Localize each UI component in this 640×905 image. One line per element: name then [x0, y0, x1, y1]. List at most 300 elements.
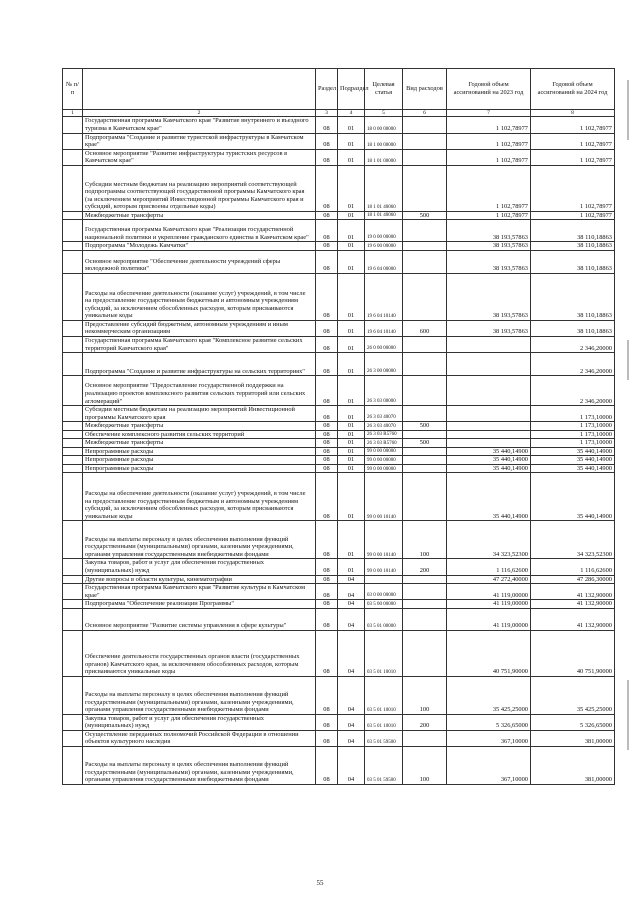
- row-name-cell: Подпрограмма "Создание и развитие туристской инфраструктуры в Камчатском крае": [83, 133, 316, 149]
- row-amount-2024-cell: 41 132,90000: [531, 584, 615, 600]
- row-expense-type-cell: [403, 220, 447, 242]
- row-name-cell: Подпрограмма "Обеспечение реализации Программы": [83, 600, 316, 609]
- table-row: [63, 165, 615, 211]
- table-row: [63, 521, 615, 559]
- row-subsection-cell: 01: [338, 165, 365, 211]
- row-section-cell: 08: [316, 575, 338, 584]
- table-row: [63, 559, 615, 575]
- table-row: [63, 600, 615, 609]
- header-section: Раздел: [316, 69, 338, 110]
- row-amount-2024-cell: 41 132,90000: [531, 608, 615, 630]
- row-target-code-cell: 19 6 04 10140: [365, 273, 403, 320]
- row-num-cell: [63, 220, 83, 242]
- row-target-code-cell: 03 5 01 00000: [365, 608, 403, 630]
- row-amount-2024-cell: 41 132,90000: [531, 600, 615, 609]
- row-name-cell: Государственная программа Камчатского края "Развитие культуры в Камчатском крае": [83, 584, 316, 600]
- row-subsection-cell: 01: [338, 473, 365, 521]
- table-body: [63, 117, 615, 784]
- row-num-cell: [63, 676, 83, 714]
- row-target-code-cell: 19 6 04 00000: [365, 250, 403, 273]
- row-subsection-cell: 01: [338, 406, 365, 422]
- row-expense-type-cell: [403, 630, 447, 676]
- row-amount-2023-cell: 1 102,78977: [447, 149, 531, 165]
- row-name-cell: Непрограммные расходы: [83, 464, 316, 473]
- row-target-code-cell: 99 0 00 10140: [365, 521, 403, 559]
- row-target-code-cell: 19 6 04 10140: [365, 320, 403, 336]
- row-expense-type-cell: 100: [403, 521, 447, 559]
- table-row: [63, 464, 615, 473]
- row-num-cell: [63, 521, 83, 559]
- row-name-cell: Расходы на выплаты персоналу в целях обеспечения выполнения функций государственными (муниципальными) органами, казенными учреждениями, органами управления государственными внебюджетными фондами: [83, 746, 316, 784]
- row-name-cell: Обеспечение комплексного развития сельских территорий: [83, 430, 316, 439]
- row-expense-type-cell: [403, 376, 447, 406]
- row-amount-2023-cell: 38 193,57863: [447, 320, 531, 336]
- table-row: [63, 608, 615, 630]
- row-num-cell: [63, 320, 83, 336]
- row-num-cell: [63, 746, 83, 784]
- row-num-cell: [63, 165, 83, 211]
- row-num-cell: [63, 630, 83, 676]
- row-amount-2024-cell: 1 102,78977: [531, 133, 615, 149]
- row-expense-type-cell: 200: [403, 714, 447, 730]
- row-subsection-cell: 01: [338, 559, 365, 575]
- row-amount-2024-cell: 2 346,20000: [531, 336, 615, 352]
- row-num-cell: [63, 133, 83, 149]
- row-num-cell: [63, 575, 83, 584]
- row-subsection-cell: 04: [338, 746, 365, 784]
- row-section-cell: 08: [316, 746, 338, 784]
- row-amount-2023-cell: 41 119,00000: [447, 600, 531, 609]
- row-subsection-cell: 01: [338, 242, 365, 251]
- row-target-code-cell: 99 0 00 10140: [365, 473, 403, 521]
- row-num-cell: [63, 473, 83, 521]
- row-subsection-cell: 01: [338, 521, 365, 559]
- row-subsection-cell: 01: [338, 353, 365, 376]
- row-subsection-cell: 01: [338, 133, 365, 149]
- row-target-code-cell: 18 1 01 40060: [365, 165, 403, 211]
- col-number: 7: [447, 110, 531, 117]
- row-amount-2024-cell: 5 326,65000: [531, 714, 615, 730]
- row-section-cell: 08: [316, 406, 338, 422]
- row-expense-type-cell: [403, 273, 447, 320]
- row-name-cell: Расходы на выплаты персоналу в целях обеспечения выполнения функций государственными (муниципальными) органами, казенными учреждениями, органами управления государственными внебюджетными фондами: [83, 676, 316, 714]
- row-num-cell: [63, 430, 83, 439]
- row-num-cell: [63, 464, 83, 473]
- row-amount-2023-cell: 1 116,62600: [447, 559, 531, 575]
- row-amount-2024-cell: 1 102,78977: [531, 149, 615, 165]
- page-number: 55: [316, 879, 324, 887]
- column-number-row: [63, 110, 615, 117]
- row-amount-2024-cell: 38 110,18863: [531, 220, 615, 242]
- row-amount-2023-cell: 47 272,40000: [447, 575, 531, 584]
- row-name-cell: Расходы на обеспечение деятельности (оказание услуг) учреждений, в том числе на предоставление государственным бюджетным и автономным учреждениям субсидий, за исключением обособленных расходов, которым присваиваются уникальные коды: [83, 473, 316, 521]
- row-amount-2023-cell: [447, 439, 531, 448]
- row-subsection-cell: 01: [338, 149, 365, 165]
- row-name-cell: Другие вопросы в области культуры, кинематографии: [83, 575, 316, 584]
- row-section-cell: 08: [316, 600, 338, 609]
- row-amount-2023-cell: 1 102,78977: [447, 133, 531, 149]
- row-num-cell: [63, 730, 83, 746]
- row-section-cell: 08: [316, 220, 338, 242]
- row-expense-type-cell: [403, 149, 447, 165]
- row-amount-2023-cell: 38 193,57863: [447, 250, 531, 273]
- row-name-cell: Непрограммные расходы: [83, 447, 316, 456]
- row-amount-2024-cell: 34 323,52300: [531, 521, 615, 559]
- row-section-cell: 08: [316, 133, 338, 149]
- row-name-cell: Государственная программа Камчатского края "Развитие внутреннего и въездного туризма в Камчатском крае": [83, 117, 316, 133]
- row-name-cell: Субсидии местным бюджетам на реализацию мероприятий Инвестиционной программы Камчатского края: [83, 406, 316, 422]
- row-subsection-cell: 04: [338, 730, 365, 746]
- row-amount-2023-cell: [447, 422, 531, 431]
- row-subsection-cell: 01: [338, 376, 365, 406]
- row-section-cell: 08: [316, 608, 338, 630]
- table-row: [63, 273, 615, 320]
- row-expense-type-cell: [403, 336, 447, 352]
- row-amount-2024-cell: 381,00000: [531, 730, 615, 746]
- col-number: 6: [403, 110, 447, 117]
- row-subsection-cell: 01: [338, 117, 365, 133]
- row-expense-type-cell: 500: [403, 439, 447, 448]
- row-name-cell: Межбюджетные трансферты: [83, 422, 316, 431]
- row-name-cell: Основное мероприятие "Обеспечение деятельности учреждений сферы молодежной политики": [83, 250, 316, 273]
- row-num-cell: [63, 376, 83, 406]
- row-amount-2024-cell: 2 346,20000: [531, 376, 615, 406]
- row-target-code-cell: 03 5 00 00000: [365, 600, 403, 609]
- row-section-cell: 08: [316, 320, 338, 336]
- table-row: [63, 630, 615, 676]
- header-row: [63, 69, 615, 110]
- row-target-code-cell: 26 3 03 R5760: [365, 430, 403, 439]
- row-amount-2024-cell: 38 110,18863: [531, 320, 615, 336]
- row-target-code-cell: [365, 575, 403, 584]
- row-section-cell: 08: [316, 430, 338, 439]
- row-subsection-cell: 01: [338, 220, 365, 242]
- row-section-cell: 08: [316, 473, 338, 521]
- table-row: [63, 456, 615, 465]
- row-section-cell: 08: [316, 211, 338, 220]
- table-row: [63, 714, 615, 730]
- row-amount-2024-cell: 35 425,25000: [531, 676, 615, 714]
- row-amount-2024-cell: 1 173,10000: [531, 439, 615, 448]
- row-subsection-cell: 04: [338, 676, 365, 714]
- header-num: № п/п: [63, 69, 83, 110]
- row-target-code-cell: 26 3 03 40070: [365, 406, 403, 422]
- row-section-cell: 08: [316, 584, 338, 600]
- row-expense-type-cell: [403, 608, 447, 630]
- table-row: [63, 584, 615, 600]
- col-number: 3: [316, 110, 338, 117]
- row-target-code-cell: 26 0 00 00000: [365, 336, 403, 352]
- header-amount-2024: Годовой объем ассигнований на 2024 год: [531, 69, 615, 110]
- row-num-cell: [63, 353, 83, 376]
- row-target-code-cell: 03 5 01 10010: [365, 630, 403, 676]
- row-section-cell: 08: [316, 353, 338, 376]
- scan-mark: [627, 680, 629, 750]
- row-amount-2023-cell: 35 425,25000: [447, 676, 531, 714]
- row-expense-type-cell: [403, 430, 447, 439]
- col-number: 2: [83, 110, 316, 117]
- table-row: [63, 730, 615, 746]
- table-row: [63, 439, 615, 448]
- row-section-cell: 08: [316, 730, 338, 746]
- row-expense-type-cell: [403, 584, 447, 600]
- row-amount-2023-cell: 5 326,65000: [447, 714, 531, 730]
- row-amount-2024-cell: 2 346,20000: [531, 353, 615, 376]
- row-subsection-cell: 01: [338, 456, 365, 465]
- row-expense-type-cell: [403, 117, 447, 133]
- row-name-cell: Обеспечение деятельности государственных органов власти (государственных органов) Камчатского края, за исключением обособленных расходов, которым присваиваются уникальные коды: [83, 630, 316, 676]
- col-number: 8: [531, 110, 615, 117]
- row-amount-2023-cell: 34 323,52300: [447, 521, 531, 559]
- row-section-cell: 08: [316, 714, 338, 730]
- table-row: [63, 133, 615, 149]
- table-row: [63, 250, 615, 273]
- row-section-cell: 08: [316, 559, 338, 575]
- row-expense-type-cell: [403, 406, 447, 422]
- row-subsection-cell: 04: [338, 608, 365, 630]
- row-amount-2023-cell: 1 102,78977: [447, 165, 531, 211]
- row-amount-2024-cell: 35 440,14900: [531, 447, 615, 456]
- row-subsection-cell: 04: [338, 600, 365, 609]
- row-target-code-cell: 99 0 00 00000: [365, 464, 403, 473]
- row-amount-2024-cell: 47 286,30000: [531, 575, 615, 584]
- table-row: [63, 406, 615, 422]
- table-row: [63, 211, 615, 220]
- col-number: 4: [338, 110, 365, 117]
- budget-table-page: [62, 68, 614, 785]
- row-amount-2023-cell: 38 193,57863: [447, 220, 531, 242]
- row-section-cell: 08: [316, 250, 338, 273]
- row-subsection-cell: 01: [338, 464, 365, 473]
- row-amount-2023-cell: [447, 336, 531, 352]
- row-amount-2024-cell: 1 173,10000: [531, 430, 615, 439]
- row-amount-2023-cell: 41 119,00000: [447, 584, 531, 600]
- row-expense-type-cell: [403, 600, 447, 609]
- row-amount-2023-cell: 1 102,78977: [447, 211, 531, 220]
- row-name-cell: Закупка товаров, работ и услуг для обеспечения государственных (муниципальных) нужд: [83, 559, 316, 575]
- row-subsection-cell: 01: [338, 430, 365, 439]
- row-name-cell: Подпрограмма "Создание и развитие инфраструктуры на сельских территориях": [83, 353, 316, 376]
- row-amount-2024-cell: 1 102,78977: [531, 117, 615, 133]
- row-name-cell: Расходы на обеспечение деятельности (оказание услуг) учреждений, в том числе на предоставление государственным бюджетным и автономным учреждениям субсидий, за исключением обособленных расходов, которым присваиваются уникальные коды: [83, 273, 316, 320]
- row-name-cell: Субсидии местным бюджетам на реализацию мероприятий соответствующей подпрограммы соответствующей государственной программы Камчатского края (за исключением мероприятий Инвестиционной программы Камчатского края и субсидий, которым присвоены отдельные коды): [83, 165, 316, 211]
- header-subsection: Подраздел: [338, 69, 365, 110]
- row-section-cell: 08: [316, 273, 338, 320]
- header-target: Целевая статья: [365, 69, 403, 110]
- row-amount-2024-cell: 1 102,78977: [531, 165, 615, 211]
- row-amount-2024-cell: 381,00000: [531, 746, 615, 784]
- row-target-code-cell: 99 0 00 10140: [365, 559, 403, 575]
- row-name-cell: Осуществление переданных полномочий Российской Федерации в отношении объектов культурного наследия: [83, 730, 316, 746]
- row-target-code-cell: 03 5 01 10010: [365, 714, 403, 730]
- table-row: [63, 430, 615, 439]
- row-subsection-cell: 01: [338, 250, 365, 273]
- row-amount-2023-cell: 35 440,14900: [447, 447, 531, 456]
- header-name: [83, 69, 316, 110]
- row-num-cell: [63, 456, 83, 465]
- table-row: [63, 353, 615, 376]
- row-amount-2024-cell: 38 110,18863: [531, 242, 615, 251]
- row-name-cell: Предоставление субсидий бюджетным, автономным учреждениям и иным некоммерческим организациям: [83, 320, 316, 336]
- table-row: [63, 376, 615, 406]
- row-target-code-cell: 18 1 00 00000: [365, 133, 403, 149]
- row-target-code-cell: 19 6 00 00000: [365, 242, 403, 251]
- row-amount-2024-cell: 38 110,18863: [531, 273, 615, 320]
- budget-allocation-table: [62, 68, 615, 785]
- table-row: [63, 575, 615, 584]
- row-section-cell: 08: [316, 456, 338, 465]
- row-target-code-cell: 26 3 03 40070: [365, 422, 403, 431]
- row-section-cell: 08: [316, 447, 338, 456]
- row-expense-type-cell: [403, 242, 447, 251]
- row-num-cell: [63, 117, 83, 133]
- row-num-cell: [63, 608, 83, 630]
- row-amount-2023-cell: 35 440,14900: [447, 473, 531, 521]
- row-section-cell: 08: [316, 521, 338, 559]
- row-num-cell: [63, 447, 83, 456]
- row-target-code-cell: 26 3 03 R5760: [365, 439, 403, 448]
- row-expense-type-cell: 100: [403, 676, 447, 714]
- row-num-cell: [63, 600, 83, 609]
- row-amount-2023-cell: [447, 430, 531, 439]
- col-number: 1: [63, 110, 83, 117]
- table-row: [63, 447, 615, 456]
- table-row: [63, 473, 615, 521]
- row-target-code-cell: 19 0 00 00000: [365, 220, 403, 242]
- row-expense-type-cell: [403, 464, 447, 473]
- row-amount-2024-cell: 1 173,10000: [531, 422, 615, 431]
- row-num-cell: [63, 211, 83, 220]
- row-subsection-cell: 01: [338, 439, 365, 448]
- header-expense-type: Вид расходов: [403, 69, 447, 110]
- table-row: [63, 242, 615, 251]
- row-expense-type-cell: 500: [403, 422, 447, 431]
- row-name-cell: Основное мероприятие "Развитие системы управления в сфере культуры": [83, 608, 316, 630]
- row-target-code-cell: 26 3 03 00000: [365, 376, 403, 406]
- row-amount-2023-cell: [447, 353, 531, 376]
- col-number: 5: [365, 110, 403, 117]
- row-section-cell: 08: [316, 336, 338, 352]
- row-target-code-cell: 18 1 01 40060: [365, 211, 403, 220]
- row-num-cell: [63, 336, 83, 352]
- row-name-cell: Государственная программа Камчатского края "Комплексное развитие сельских территорий Камчатского края": [83, 336, 316, 352]
- row-num-cell: [63, 149, 83, 165]
- row-name-cell: Непрограммные расходы: [83, 456, 316, 465]
- row-section-cell: 08: [316, 630, 338, 676]
- row-expense-type-cell: [403, 730, 447, 746]
- table-row: [63, 676, 615, 714]
- row-name-cell: Закупка товаров, работ и услуг для обеспечения государственных (муниципальных) нужд: [83, 714, 316, 730]
- row-expense-type-cell: [403, 456, 447, 465]
- row-num-cell: [63, 242, 83, 251]
- row-expense-type-cell: [403, 447, 447, 456]
- row-expense-type-cell: [403, 473, 447, 521]
- row-amount-2023-cell: 40 751,90000: [447, 630, 531, 676]
- row-amount-2023-cell: 38 193,57863: [447, 273, 531, 320]
- table-row: [63, 149, 615, 165]
- row-amount-2023-cell: 35 440,14900: [447, 456, 531, 465]
- row-num-cell: [63, 559, 83, 575]
- row-section-cell: 08: [316, 464, 338, 473]
- row-section-cell: 08: [316, 676, 338, 714]
- row-amount-2024-cell: 1 102,78977: [531, 211, 615, 220]
- row-subsection-cell: 04: [338, 584, 365, 600]
- header-amount-2023: Годовой объем ассигнований на 2023 год: [447, 69, 531, 110]
- row-amount-2023-cell: [447, 406, 531, 422]
- row-subsection-cell: 01: [338, 320, 365, 336]
- row-section-cell: 08: [316, 117, 338, 133]
- row-amount-2024-cell: 40 751,90000: [531, 630, 615, 676]
- row-subsection-cell: 04: [338, 575, 365, 584]
- scan-mark: [627, 340, 629, 380]
- row-amount-2024-cell: 1 116,62600: [531, 559, 615, 575]
- row-subsection-cell: 01: [338, 273, 365, 320]
- row-amount-2023-cell: 38 193,57863: [447, 242, 531, 251]
- row-amount-2024-cell: 35 440,14900: [531, 473, 615, 521]
- row-amount-2023-cell: 367,10000: [447, 730, 531, 746]
- row-amount-2024-cell: 1 173,10000: [531, 406, 615, 422]
- row-section-cell: 08: [316, 242, 338, 251]
- row-target-code-cell: 03 0 00 00000: [365, 584, 403, 600]
- table-row: [63, 117, 615, 133]
- row-expense-type-cell: [403, 133, 447, 149]
- row-target-code-cell: 03 5 01 10010: [365, 676, 403, 714]
- row-target-code-cell: 18 1 01 00000: [365, 149, 403, 165]
- table-row: [63, 220, 615, 242]
- row-section-cell: 08: [316, 439, 338, 448]
- scan-mark: [627, 80, 629, 140]
- table-row: [63, 336, 615, 352]
- row-amount-2024-cell: 35 440,14900: [531, 464, 615, 473]
- row-num-cell: [63, 439, 83, 448]
- row-num-cell: [63, 714, 83, 730]
- row-section-cell: 08: [316, 422, 338, 431]
- row-name-cell: Государственная программа Камчатского края "Реализация государственной национальной политики и укрепление гражданского единства в Камчатском крае": [83, 220, 316, 242]
- row-target-code-cell: 26 3 00 00000: [365, 353, 403, 376]
- row-target-code-cell: 99 0 00 00000: [365, 456, 403, 465]
- row-subsection-cell: 04: [338, 714, 365, 730]
- row-target-code-cell: 03 5 01 59500: [365, 730, 403, 746]
- scan-edge-marks: [627, 40, 633, 860]
- row-amount-2023-cell: [447, 376, 531, 406]
- row-num-cell: [63, 422, 83, 431]
- row-name-cell: Основное мероприятие "Развитие инфраструктуры туристских ресурсов в Камчатском крае": [83, 149, 316, 165]
- row-num-cell: [63, 406, 83, 422]
- row-expense-type-cell: [403, 575, 447, 584]
- row-name-cell: Основное мероприятие "Предоставление государственной поддержки на реализацию проектов комплексного развития сельских территорий или сельских агломераций": [83, 376, 316, 406]
- row-amount-2023-cell: 367,10000: [447, 746, 531, 784]
- row-num-cell: [63, 250, 83, 273]
- row-amount-2023-cell: 41 119,00000: [447, 608, 531, 630]
- table-row: [63, 746, 615, 784]
- row-subsection-cell: 01: [338, 211, 365, 220]
- row-amount-2023-cell: 35 440,14900: [447, 464, 531, 473]
- row-amount-2024-cell: 38 110,18863: [531, 250, 615, 273]
- row-name-cell: Подпрограмма "Молодежь Камчатки": [83, 242, 316, 251]
- row-subsection-cell: 01: [338, 336, 365, 352]
- row-amount-2023-cell: 1 102,78977: [447, 117, 531, 133]
- row-subsection-cell: 04: [338, 630, 365, 676]
- row-subsection-cell: 01: [338, 422, 365, 431]
- row-expense-type-cell: 500: [403, 211, 447, 220]
- row-num-cell: [63, 273, 83, 320]
- row-name-cell: Межбюджетные трансферты: [83, 439, 316, 448]
- row-expense-type-cell: 100: [403, 746, 447, 784]
- row-target-code-cell: 99 0 00 00000: [365, 447, 403, 456]
- row-section-cell: 08: [316, 149, 338, 165]
- table-row: [63, 320, 615, 336]
- row-expense-type-cell: [403, 353, 447, 376]
